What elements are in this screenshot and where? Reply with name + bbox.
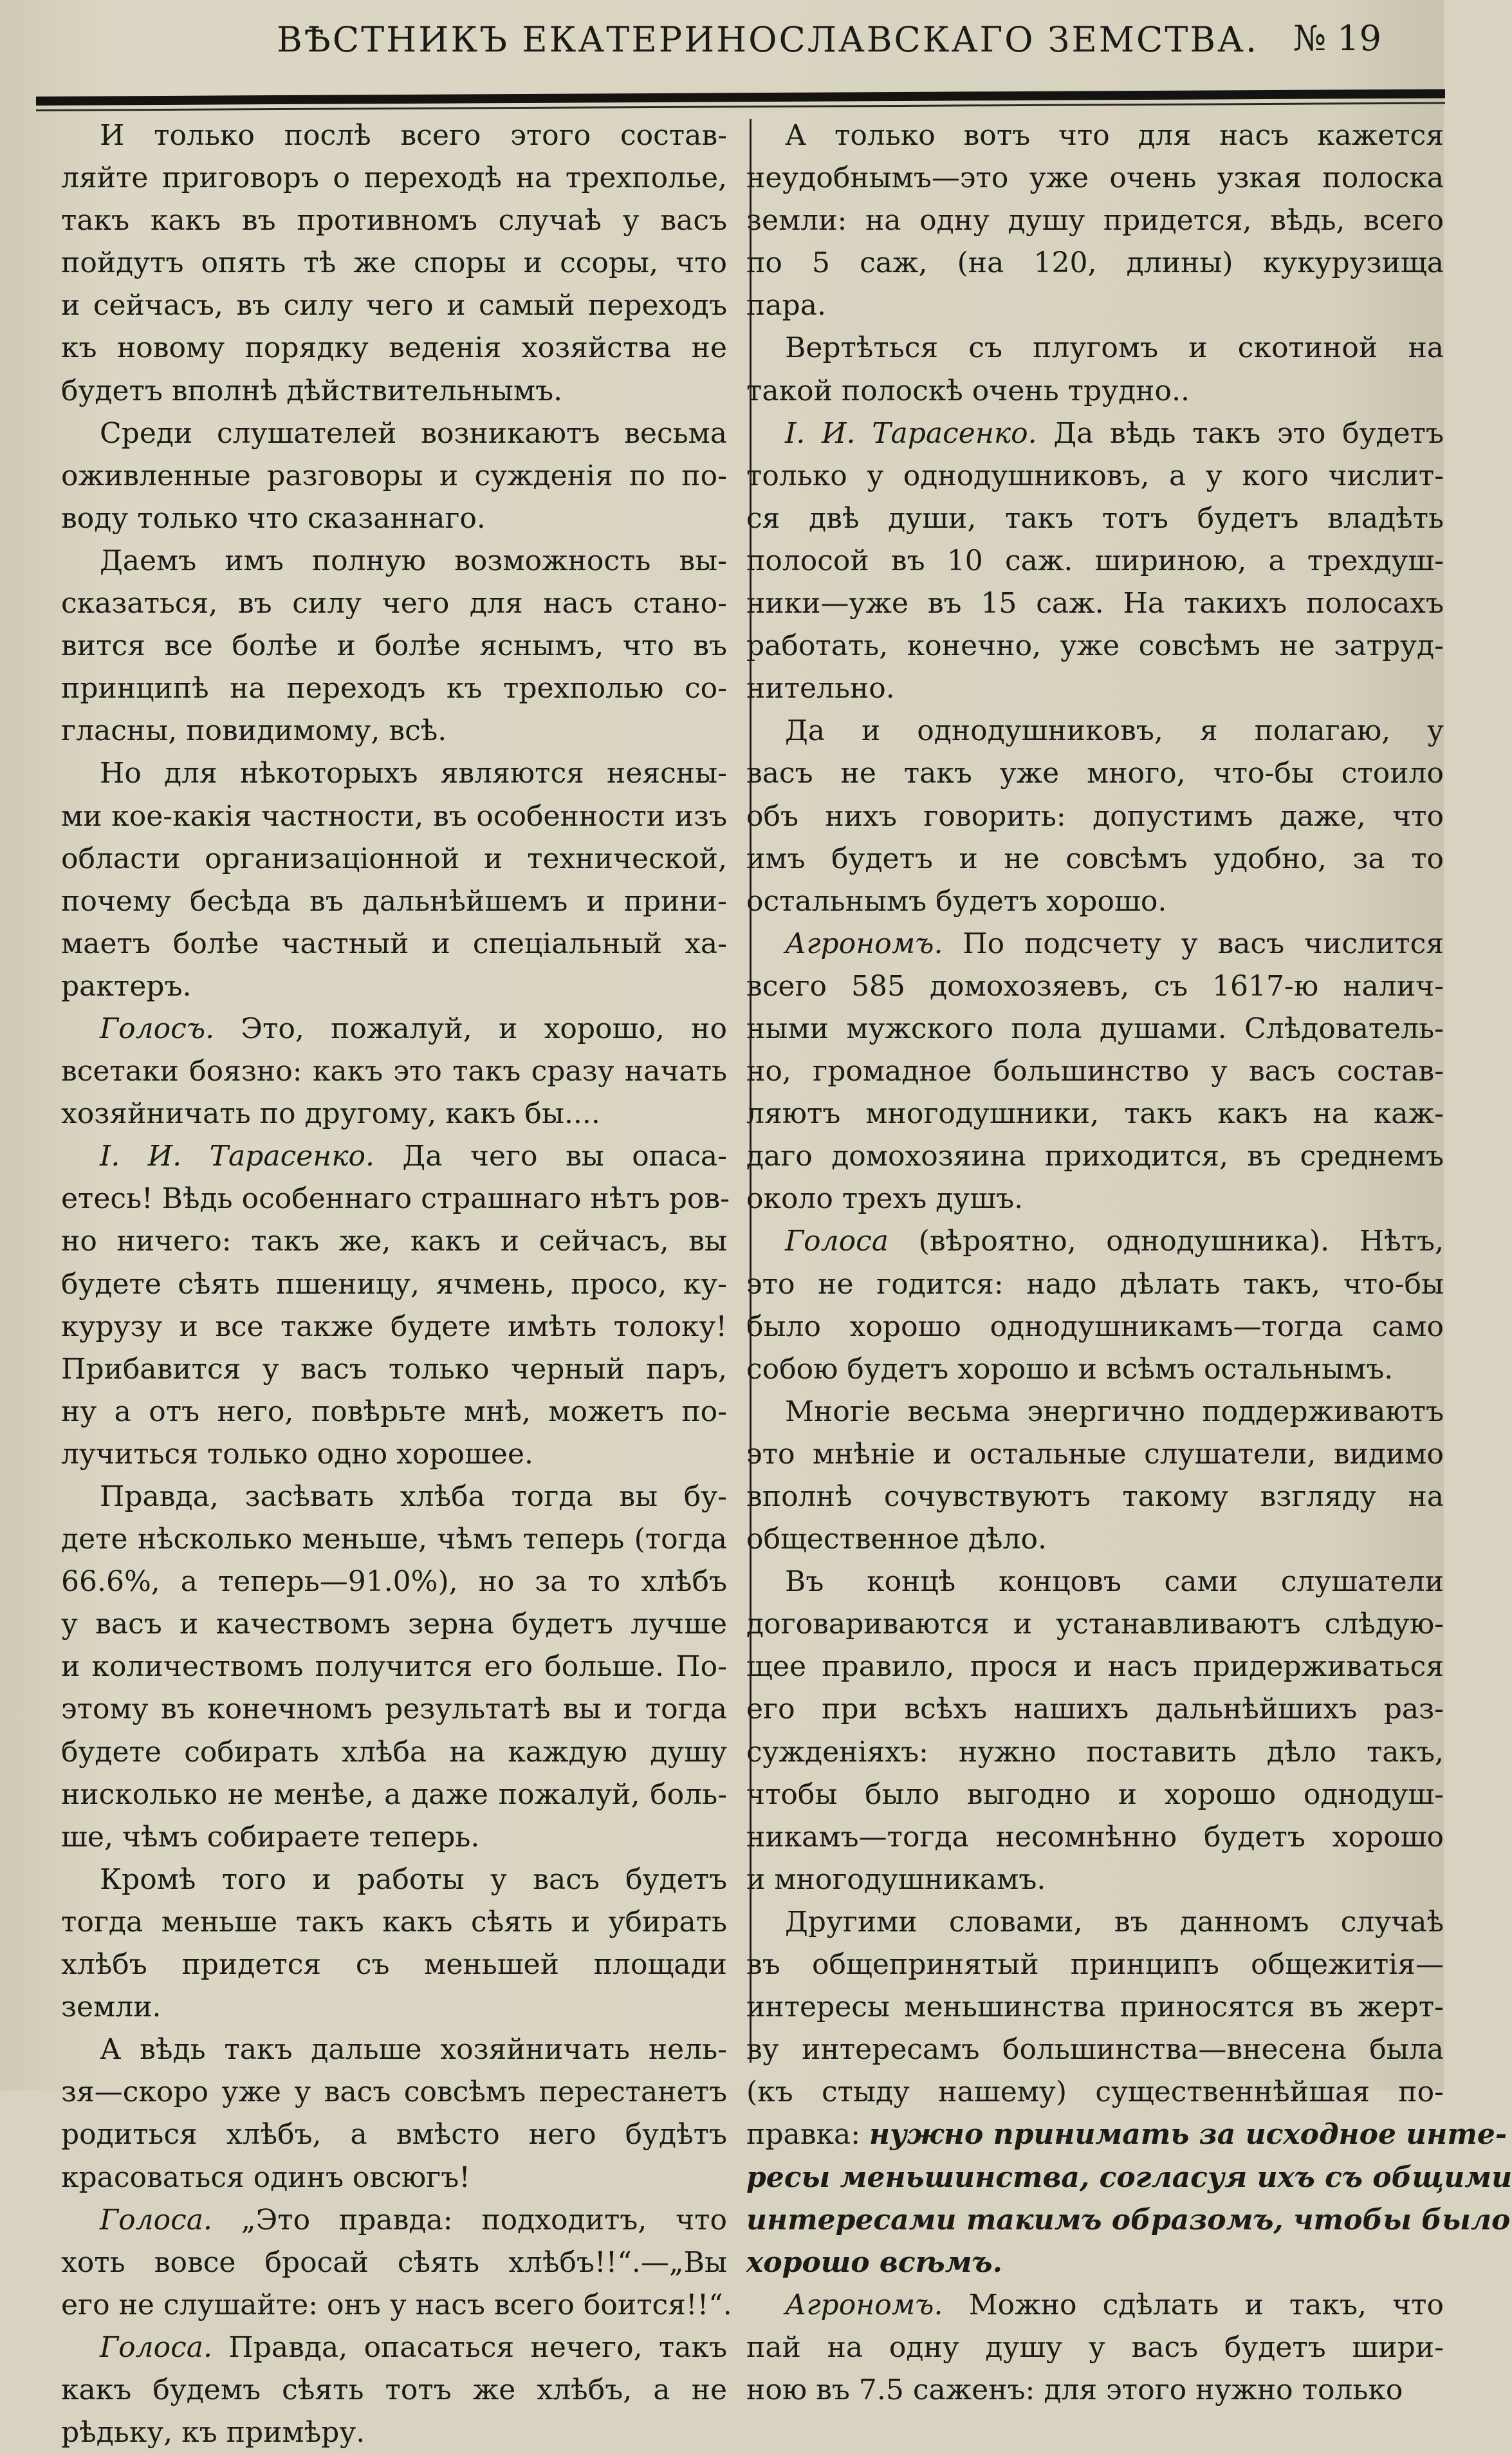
- line-text: гласны, повидимому, всѣ.: [61, 714, 447, 748]
- speaker-label: І. И. Тарасенко.: [785, 416, 1037, 450]
- line-text: родиться хлѣбъ, а вмѣсто него будѣтъ: [61, 2118, 727, 2152]
- text-line: [61, 327, 727, 369]
- line-text: принципѣ на переходъ къ трехполью со-: [61, 672, 727, 705]
- text-line: [746, 540, 1444, 582]
- text-line: [61, 1306, 727, 1348]
- text-line: [746, 1348, 1444, 1391]
- line-text: хлѣбъ придется съ меньшей площади: [61, 1948, 727, 1982]
- text-line: [61, 1348, 727, 1391]
- line-text: области организаціонной и технической,: [61, 842, 727, 875]
- line-text: какъ будемъ сѣять тотъ же хлѣбъ, а не: [61, 2373, 727, 2406]
- text-line: [61, 1816, 727, 1859]
- line-text: ну а отъ него, повѣрьте мнѣ, можетъ по-: [61, 1395, 727, 1428]
- text-line: [61, 413, 727, 455]
- text-line: [746, 115, 1444, 157]
- line-text: Вертѣться съ плугомъ и скотиной на: [785, 331, 1444, 365]
- line-text: полосой въ 10 саж. шириною, а трехдуш-: [746, 544, 1444, 577]
- text-line: [61, 710, 727, 752]
- text-line: [746, 413, 1444, 455]
- line-text: зя—скоро уже у васъ совсѣмъ перестанетъ: [61, 2076, 727, 2109]
- text-line: [746, 1944, 1444, 1986]
- line-text: оживленные разговоры и сужденія по по-: [61, 459, 727, 492]
- line-text: Многіе весьма энергично поддерживаютъ: [785, 1395, 1444, 1428]
- text-line: [61, 1178, 730, 1220]
- line-text: такъ какъ въ противномъ случаѣ у васъ: [61, 204, 727, 237]
- line-text: никамъ—тогда несомнѣнно будетъ хорошо: [746, 1820, 1444, 1854]
- text-line: [746, 2369, 1444, 2412]
- speaker-label: Голоса.: [100, 2330, 212, 2364]
- text-line: [61, 880, 727, 923]
- text-line: [746, 1688, 1444, 1731]
- line-text: Прибавится у васъ только черный паръ,: [61, 1352, 727, 1386]
- line-text: правка:: [746, 2118, 870, 2152]
- line-text: такой полоскѣ очень трудно..: [746, 374, 1190, 407]
- publication-title: ВѢСТНИКЪ ЕКАТЕРИНОСЛАВСКАГО ЗЕМСТВА.: [277, 19, 1259, 60]
- text-line: [61, 1561, 727, 1603]
- line-text: красоваться одинъ овсюгъ!: [61, 2161, 470, 2194]
- line-text: (вѣроятно, однодушника). Нѣтъ,: [889, 1225, 1444, 1258]
- text-line: [61, 1731, 727, 1774]
- line-text: будете сѣять пшеницу, ячмень, просо, ку-: [61, 1267, 727, 1301]
- text-line: [746, 1646, 1444, 1688]
- line-text: въ общепринятый принципъ общежитія—: [746, 1948, 1444, 1982]
- text-line: [61, 2327, 727, 2369]
- text-line: [61, 2412, 727, 2454]
- text-line: [61, 1688, 727, 1731]
- emphasized-text: ресы меньшинства, согласуя ихъ съ общими: [746, 2161, 1512, 2194]
- text-line: [746, 2071, 1444, 2114]
- text-line: [61, 582, 727, 625]
- text-line: [746, 625, 1444, 667]
- text-line: [61, 2114, 727, 2156]
- text-line: [61, 625, 727, 667]
- text-line: [746, 200, 1444, 242]
- line-text: И только послѣ всего этого состав-: [100, 119, 727, 152]
- line-text: Да вѣдь такъ это будетъ: [1037, 416, 1444, 450]
- speaker-label: Агрономъ.: [785, 2288, 943, 2321]
- text-line: [61, 1135, 727, 1178]
- text-line: [61, 455, 727, 497]
- text-line: [61, 752, 727, 795]
- line-text: ною въ 7.5 саженъ: для этого нужно только: [746, 2373, 1403, 2406]
- text-line: [746, 1561, 1444, 1603]
- text-line: [61, 2199, 727, 2242]
- text-line: [61, 1774, 727, 1816]
- line-text: маетъ болѣе частный и спеціальный ха-: [61, 927, 727, 960]
- line-text: интересы меньшинства приносятся въ жерт-: [746, 1991, 1444, 2024]
- line-text: „Это правда: подходитъ, что: [212, 2203, 727, 2236]
- line-text: ше, чѣмъ собираете теперь.: [61, 1820, 480, 1854]
- text-line: [746, 1816, 1444, 1859]
- line-text: будете собирать хлѣба на каждую душу: [61, 1735, 727, 1769]
- line-text: къ новому порядку веденія хозяйства не: [61, 331, 727, 365]
- line-text: тогда меньше такъ какъ сѣять и убирать: [61, 1905, 727, 1938]
- text-line: [746, 1135, 1444, 1178]
- text-line: [746, 965, 1444, 1008]
- line-text: этому въ конечномъ результатѣ вы и тогда: [61, 1693, 727, 1726]
- page-header: [0, 0, 1444, 103]
- line-text: земли: на одну душу придется, вѣдь, всего: [746, 204, 1444, 237]
- issue-number: № 19: [1293, 18, 1381, 59]
- line-text: Правда, засѣвать хлѣба тогда вы бу-: [100, 1480, 727, 1513]
- text-line: [746, 1476, 1444, 1518]
- text-line: [746, 284, 1444, 327]
- line-text: хоть вовсе бросай сѣять хлѣбъ!!“.—„Вы: [61, 2245, 727, 2279]
- speaker-label: Голосъ.: [100, 1012, 215, 1045]
- line-text: сказаться, въ силу чего для насъ стано-: [61, 587, 727, 620]
- line-text: общественное дѣло.: [746, 1523, 1047, 1556]
- line-text: земли.: [61, 1991, 161, 2024]
- line-text: нительно.: [746, 672, 895, 705]
- line-text: работать, конечно, уже совсѣмъ не затруд-: [746, 629, 1444, 663]
- text-line: [61, 1646, 727, 1688]
- text-line: [746, 2242, 1444, 2284]
- line-text: ники—уже въ 15 саж. На такихъ полосахъ: [746, 587, 1444, 620]
- line-text: курузу и все также будете имѣть толоку!: [61, 1310, 727, 1343]
- line-text: вится все болѣе и болѣе яснымъ, что въ: [61, 629, 727, 663]
- text-line: [746, 2284, 1444, 2327]
- line-text: Даемъ имъ полную возможность вы-: [100, 544, 727, 577]
- line-text: пара.: [746, 289, 826, 322]
- text-line: [61, 923, 727, 965]
- text-line: [61, 1603, 727, 1646]
- line-text: Кромѣ того и работы у васъ будетъ: [100, 1863, 727, 1896]
- line-text: А только вотъ что для насъ кажется: [785, 119, 1444, 152]
- line-text: сужденіяхъ: нужно поставить дѣло такъ,: [746, 1735, 1444, 1769]
- text-line: [61, 2071, 727, 2114]
- line-text: ляютъ многодушники, такъ какъ на каж-: [746, 1097, 1444, 1131]
- text-line: [746, 2114, 1507, 2156]
- emphasized-text: нужно принимать за исходное инте-: [869, 2118, 1507, 2152]
- text-line: [61, 540, 727, 582]
- text-line: [746, 667, 1444, 710]
- text-line: [61, 2369, 727, 2412]
- text-line: [746, 2029, 1444, 2071]
- line-text: ми кое-какія частности, въ особенности изъ: [61, 799, 727, 833]
- text-line: [746, 2327, 1444, 2369]
- text-line: [61, 1391, 727, 1433]
- line-text: и количествомъ получится его больше. По-: [61, 1650, 727, 1684]
- line-text: дете нѣсколько меньше, чѣмъ теперь (тогда: [61, 1523, 727, 1556]
- line-text: По подсчету у васъ числится: [943, 927, 1444, 960]
- text-line: [61, 1008, 727, 1050]
- text-line: [746, 1433, 1444, 1476]
- line-text: но ничего: такъ же, какъ и сейчасъ, вы: [61, 1225, 727, 1258]
- text-line: [746, 880, 1444, 923]
- line-text: его не слушайте: онъ у насъ всего боится!!“.: [61, 2288, 732, 2321]
- line-text: А вѣдь такъ дальше хозяйничать нель-: [100, 2033, 727, 2067]
- line-text: Это, пожалуй, и хорошо, но: [214, 1012, 727, 1045]
- line-text: около трехъ душъ.: [746, 1182, 1024, 1216]
- line-text: Можно сдѣлать и такъ, что: [943, 2288, 1444, 2321]
- line-text: ными мужского пола душами. Слѣдователь-: [746, 1012, 1444, 1045]
- text-line: [61, 965, 727, 1008]
- text-line: [746, 327, 1444, 369]
- text-line: [61, 200, 727, 242]
- text-line: [61, 1859, 727, 1901]
- text-line: [61, 1263, 727, 1306]
- line-text: 66.6%, а теперь—91.0%), но за то хлѣбъ: [61, 1565, 727, 1599]
- text-line: [746, 1901, 1444, 1944]
- line-text: Да и однодушниковъ, я полагаю, у: [785, 714, 1444, 748]
- line-text: у васъ и качествомъ зерна будетъ лучше: [61, 1608, 727, 1641]
- text-line: [61, 115, 727, 157]
- text-line: [746, 370, 1444, 413]
- line-text: договариваются и устанавливаютъ слѣдую-: [746, 1608, 1444, 1641]
- text-line: [746, 2199, 1511, 2242]
- text-line: [746, 1986, 1444, 2029]
- text-line: [61, 157, 727, 200]
- text-line: [746, 1306, 1444, 1348]
- text-line: [746, 455, 1444, 497]
- text-line: [746, 582, 1444, 625]
- text-line: [61, 370, 727, 413]
- line-text: объ нихъ говорить: допустимъ даже, что: [746, 799, 1444, 833]
- text-line: [746, 752, 1444, 795]
- line-text: по 5 саж, (на 120, длины) кукурузища: [746, 246, 1444, 280]
- text-line: [746, 242, 1444, 284]
- line-text: пойдутъ опять тѣ же споры и ссоры, что: [61, 246, 727, 280]
- text-line: [61, 242, 727, 284]
- line-text: почему бесѣда въ дальнѣйшемъ и прини-: [61, 884, 727, 918]
- text-line: [61, 838, 727, 880]
- line-text: хозяйничать по другому, какъ бы....: [61, 1097, 600, 1131]
- text-line: [61, 2029, 727, 2071]
- line-text: будетъ вполнѣ дѣйствительнымъ.: [61, 374, 563, 407]
- line-text: Правда, опасаться нечего, такъ: [212, 2330, 727, 2364]
- text-line: [746, 2157, 1512, 2199]
- line-text: Въ концѣ концовъ сами слушатели: [785, 1565, 1444, 1599]
- speaker-label: Голоса: [785, 1225, 889, 1258]
- text-line: [61, 2157, 727, 2199]
- text-line: [746, 157, 1444, 200]
- line-text: чтобы было выгодно и хорошо однодуш-: [746, 1778, 1444, 1811]
- line-text: пай на одну душу у васъ будетъ шири-: [746, 2330, 1444, 2364]
- text-line: [746, 838, 1444, 880]
- line-text: остальнымъ будетъ хорошо.: [746, 884, 1167, 918]
- line-text: Но для нѣкоторыхъ являются неясны-: [100, 757, 727, 790]
- line-text: и многодушникамъ.: [746, 1863, 1046, 1896]
- line-text: Среди слушателей возникаютъ весьма: [100, 416, 727, 450]
- emphasized-text: хорошо всѣмъ.: [746, 2245, 1002, 2279]
- line-text: его при всѣхъ нашихъ дальнѣйшихъ раз-: [746, 1693, 1444, 1726]
- line-text: рѣдьку, къ примѣру.: [61, 2416, 365, 2449]
- text-line: [746, 1731, 1444, 1774]
- text-line: [746, 1603, 1444, 1646]
- line-text: ву интересамъ большинства—внесена была: [746, 2033, 1444, 2067]
- line-text: даго домохозяина приходится, въ среднемъ: [746, 1140, 1444, 1173]
- line-text: собою будетъ хорошо и всѣмъ остальнымъ.: [746, 1352, 1394, 1386]
- text-line: [61, 1220, 727, 1263]
- line-text: Другими словами, въ данномъ случаѣ: [785, 1905, 1444, 1938]
- text-line: [61, 2242, 727, 2284]
- line-text: рактеръ.: [61, 969, 192, 1003]
- text-line: [746, 1093, 1444, 1135]
- line-text: только у однодушниковъ, а у кого числит-: [746, 459, 1444, 492]
- line-text: ся двѣ души, такъ тотъ будетъ владѣть: [746, 501, 1444, 535]
- text-line: [61, 284, 727, 327]
- line-text: всетаки боязно: какъ это такъ сразу начать: [61, 1055, 727, 1088]
- text-line: [746, 1391, 1444, 1433]
- text-line: [746, 1220, 1444, 1263]
- line-text: ляйте приговоръ о переходѣ на трехполье,: [61, 162, 727, 195]
- emphasized-text: интересами такимъ образомъ, чтобы было: [746, 2203, 1511, 2236]
- text-line: [746, 795, 1444, 838]
- line-text: это не годится: надо дѣлать такъ, что-бы: [746, 1267, 1444, 1301]
- text-line: [61, 2284, 732, 2327]
- text-line: [746, 1178, 1444, 1220]
- text-line: [746, 1263, 1444, 1306]
- line-text: (къ стыду нашему) существеннѣйшая по-: [746, 2076, 1444, 2109]
- text-line: [61, 497, 727, 540]
- line-text: это мнѣніе и остальные слушатели, видимо: [746, 1437, 1444, 1471]
- line-text: васъ не такъ уже много, что-бы стоило: [746, 757, 1444, 790]
- speaker-label: Агрономъ.: [785, 927, 943, 960]
- line-text: Да чего вы опаса-: [374, 1140, 728, 1173]
- left-column: [61, 115, 732, 2449]
- speaker-label: Голоса.: [100, 2203, 212, 2236]
- text-line: [61, 1050, 727, 1093]
- line-text: воду только что сказаннаго.: [61, 501, 486, 535]
- text-line: [746, 923, 1444, 965]
- text-line: [746, 497, 1444, 540]
- line-text: лучиться только одно хорошее.: [61, 1437, 533, 1471]
- text-line: [61, 1944, 727, 1986]
- text-line: [61, 1476, 727, 1518]
- line-text: вполнѣ сочувствуютъ такому взгляду на: [746, 1480, 1444, 1513]
- line-text: неудобнымъ—это уже очень узкая полоска: [746, 162, 1444, 195]
- text-line: [746, 1008, 1444, 1050]
- right-column: [746, 115, 1512, 2406]
- line-text: но, громадное большинство у васъ состав-: [746, 1055, 1444, 1088]
- text-line: [61, 667, 727, 710]
- text-line: [61, 1433, 727, 1476]
- line-text: и сейчасъ, въ силу чего и самый переходъ: [61, 289, 727, 322]
- text-line: [61, 1901, 727, 1944]
- text-line: [61, 795, 727, 838]
- text-line: [746, 1859, 1444, 1901]
- text-line: [746, 710, 1444, 752]
- text-line: [746, 1050, 1444, 1093]
- line-text: имъ будетъ и не совсѣмъ удобно, за то: [746, 842, 1444, 875]
- text-line: [746, 1774, 1444, 1816]
- speaker-label: І. И. Тарасенко.: [100, 1140, 374, 1173]
- line-text: щее правило, прося и насъ придерживаться: [746, 1650, 1444, 1684]
- line-text: нисколько не менѣе, а даже пожалуй, боль-: [61, 1778, 727, 1811]
- line-text: было хорошо однодушникамъ—тогда само: [746, 1310, 1444, 1343]
- text-line: [746, 1518, 1444, 1561]
- text-line: [61, 1986, 727, 2029]
- text-line: [61, 1093, 727, 1135]
- line-text: всего 585 домохозяевъ, съ 1617-ю налич-: [746, 969, 1444, 1003]
- line-text: етесь! Вѣдь особеннаго страшнаго нѣтъ ров-: [61, 1182, 730, 1216]
- text-line: [61, 1518, 727, 1561]
